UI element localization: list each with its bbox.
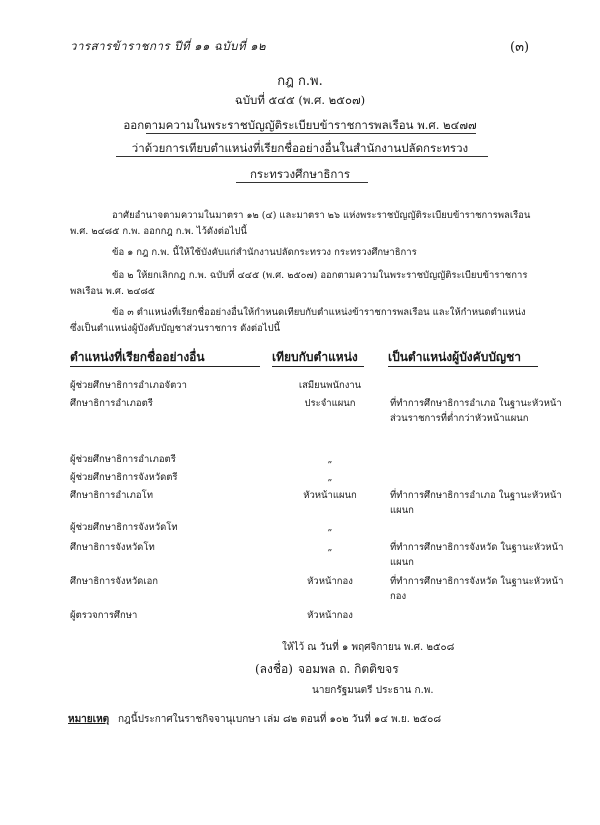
ministry-underline	[236, 182, 368, 183]
regulation-subject: ว่าด้วยการเทียบตำแหน่งที่เรียกชื่ออย่างอื่นในสำนักงานปลัดกระทรวง	[131, 141, 469, 155]
regulation-title: กฎ ก.พ.	[277, 74, 323, 89]
regulation-authority: ออกตามความในพระราชบัญญัติระเบียบข้าราชการพลเรือน พ.ศ. ๒๔๗๗	[123, 118, 477, 132]
position-name: ผู้ช่วยศึกษาธิการอำเภอตรี	[70, 454, 176, 465]
position-name: ผู้ช่วยศึกษาธิการจังหวัดตรี	[70, 472, 178, 483]
signatory-name: จอมพล ถ. กิตติขจร	[298, 662, 399, 676]
equivalent-position: „	[327, 542, 333, 553]
note-text: กฎนี้ประกาศในราชกิจจานุเบกษา เล่ม ๘๒ ตอนที่ ๑๐๒ วันที่ ๑๔ พ.ย. ๒๕๐๘	[118, 714, 442, 725]
supervisor-status: ที่ทำการศึกษาธิการจังหวัด ในฐานะหัวหน้ากอง	[390, 576, 564, 602]
equivalent-position: „	[327, 454, 333, 465]
supervisor-status: ที่ทำการศึกษาธิการอำเภอ ในฐานะหัวหน้าส่วนราชการที่ต่ำกว่าหัวหน้าแผนก	[390, 398, 562, 424]
note-label: หมายเหตุ	[68, 714, 110, 725]
position-name: ศึกษาธิการอำเภอตรี	[70, 398, 153, 409]
position-name: ผู้ช่วยศึกษาธิการจังหวัดโท	[70, 522, 178, 533]
supervisor-status: ที่ทำการศึกษาธิการจังหวัด ในฐานะหัวหน้าแผนก	[390, 542, 564, 568]
regulation-number: ฉบับที่ ๕๔๕ (พ.ศ. ๒๕๐๗)	[234, 93, 366, 107]
equivalent-position: หัวหน้ากอง	[307, 576, 353, 587]
equivalent-position: „	[327, 472, 333, 483]
clause-1: ข้อ ๑ กฎ ก.พ. นี้ให้ใช้บังคับแก่สำนักงานปลัดกระทรวง กระทรวงศึกษาธิการ	[112, 247, 417, 258]
position-name: ผู้ตรวจการศึกษา	[70, 610, 138, 621]
equivalent-position: เสมียนพนักงาน	[298, 380, 362, 391]
position-name: ผู้ช่วยศึกษาธิการอำเภอจัตวา	[70, 380, 187, 391]
clause-3-line1: ข้อ ๓ ตำแหน่งที่เรียกชื่ออย่างอื่นให้กำหนดเทียบกับตำแหน่งข้าราชการพลเรือน และให้กำหนดตำแหน่ง	[112, 307, 526, 318]
paragraph-preamble-line1: อาศัยอำนาจตามความในมาตรา ๑๒ (๔) และมาตรา ๒๖ แห่งพระราชบัญญัติระเบียบข้าราชการพลเรือน	[112, 210, 531, 221]
equivalent-position: หัวหน้ากอง	[307, 610, 353, 621]
subject-underline	[116, 156, 488, 157]
column-header-equivalent: เทียบกับตำแหน่ง	[272, 350, 358, 364]
column-header-supervisor: เป็นตำแหน่งผู้บังคับบัญชา	[388, 350, 522, 364]
header-underline-equivalent	[272, 366, 364, 367]
position-name: ศึกษาธิการอำเภอโท	[70, 490, 153, 501]
signatory-position: นายกรัฐมนตรี ประธาน ก.พ.	[312, 685, 434, 696]
ministry-name: กระทรวงศึกษาธิการ	[249, 167, 351, 181]
title-underline	[146, 133, 476, 134]
clause-2-line1: ข้อ ๒ ให้ยกเลิกกฎ ก.พ. ฉบับที่ ๔๔๕ (พ.ศ. ๒๕๐๗) ออกตามความในพระราชบัญญัติระเบียบข้าราชการ	[112, 270, 528, 281]
journal-header: วารสารข้าราชการ ปีที่ ๑๑ ฉบับที่ ๑๒	[70, 39, 267, 53]
page-number: (๓)	[510, 40, 530, 55]
position-name: ศึกษาธิการจังหวัดโท	[70, 542, 155, 553]
header-underline-title	[70, 366, 260, 367]
signature-label: (ลงชื่อ)	[255, 662, 293, 676]
equivalent-position: หัวหน้าแผนก	[303, 490, 357, 501]
clause-2-line2: พลเรือน พ.ศ. ๒๔๘๕	[70, 286, 155, 297]
position-name: ศึกษาธิการจังหวัดเอก	[70, 576, 159, 587]
equivalent-position: „	[327, 522, 333, 533]
header-underline-supervisor	[388, 366, 538, 367]
clause-3-line2: ซึ่งเป็นตำแหน่งผู้บังคับบัญชาส่วนราชการ ดังต่อไปนี้	[70, 323, 281, 334]
column-header-title: ตำแหน่งที่เรียกชื่ออย่างอื่น	[70, 350, 205, 364]
supervisor-status: ที่ทำการศึกษาธิการอำเภอ ในฐานะหัวหน้าแผนก	[390, 490, 562, 516]
signing-date: ให้ไว้ ณ วันที่ ๑ พฤศจิกายน พ.ศ. ๒๕๐๘	[282, 642, 455, 653]
paragraph-preamble-line2: พ.ศ. ๒๔๘๕ ก.พ. ออกกฎ ก.พ. ไว้ดังต่อไปนี้	[70, 226, 247, 237]
equivalent-position: ประจำแผนก	[304, 398, 356, 409]
